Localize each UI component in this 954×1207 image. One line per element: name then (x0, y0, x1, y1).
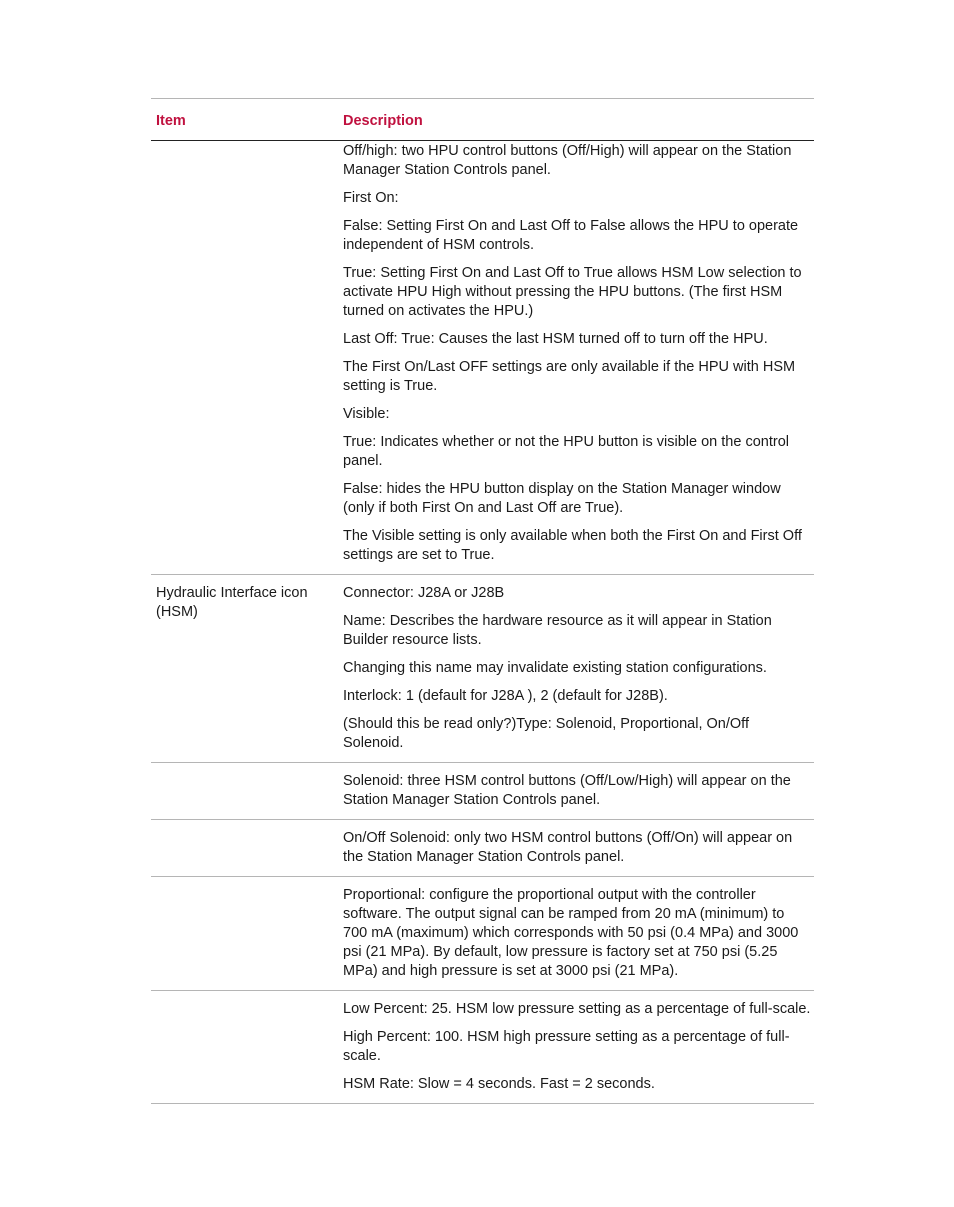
description-paragraph: Low Percent: 25. HSM low pressure setting as a percentage of full-scale. (343, 1001, 811, 1017)
description-paragraph: High Percent: 100. HSM high pressure setting as a percentage of full-scale. (343, 1029, 790, 1064)
description-cell (343, 584, 814, 753)
description-paragraph: Solenoid: three HSM control buttons (Off/Low/High) will appear on the Station Manager Station Controls panel. (343, 773, 791, 808)
description-cell (343, 772, 814, 810)
description-paragraph: Connector: J28A or J28B (343, 585, 505, 601)
description-paragraph: The Visible setting is only available when both the First On and First Off settings are set to True. (343, 528, 802, 563)
description-paragraph: First On: (343, 190, 399, 206)
item-cell (151, 584, 343, 753)
description-paragraph: On/Off Solenoid: only two HSM control buttons (Off/On) will appear on the Station Manager Station Controls panel. (343, 830, 793, 865)
description-paragraph: False: Setting First On and Last Off to False allows the HPU to operate independent of HSM controls. (343, 218, 799, 253)
description-paragraph: Changing this name may invalidate existing station configurations. (343, 660, 767, 676)
description-paragraph: Name: Describes the hardware resource as it will appear in Station Builder resource lists. (343, 613, 772, 648)
table-row (151, 575, 814, 763)
description-cell (343, 829, 814, 867)
description-paragraph: Interlock: 1 (default for J28A ), 2 (default for J28B). (343, 688, 668, 704)
description-paragraph: Off/high: two HPU control buttons (Off/High) will appear on the Station Manager Station Controls panel. (343, 143, 792, 178)
table-row (151, 141, 814, 575)
description-cell (343, 142, 814, 565)
table-row (151, 877, 814, 991)
description-paragraph: Visible: (343, 406, 390, 422)
description-paragraph: The First On/Last OFF settings are only available if the HPU with HSM setting is True. (343, 359, 796, 394)
item-cell (151, 1000, 343, 1094)
description-paragraph: HSM Rate: Slow = 4 seconds. Fast = 2 seconds. (343, 1076, 655, 1092)
header-item: Item (156, 113, 186, 129)
item-cell (151, 772, 343, 810)
table-row (151, 991, 814, 1104)
description-paragraph: False: hides the HPU button display on the Station Manager window (only if both First On and Last Off are True). (343, 481, 781, 516)
description-paragraph: Last Off: True: Causes the last HSM turned off to turn off the HPU. (343, 331, 768, 347)
item-cell (151, 142, 343, 565)
item-label: Hydraulic Interface icon (HSM) (156, 585, 308, 620)
description-paragraph: (Should this be read only?)Type: Solenoid, Proportional, On/Off Solenoid. (343, 716, 749, 751)
parameter-table (151, 98, 814, 1104)
description-paragraph: True: Setting First On and Last Off to True allows HSM Low selection to activate HPU High without pressing the HPU buttons. (The first HSM turned on activates the HPU.) (343, 265, 802, 319)
description-paragraph: True: Indicates whether or not the HPU button is visible on the control panel. (343, 434, 789, 469)
header-description: Description (343, 113, 423, 129)
description-cell (343, 1000, 814, 1094)
item-cell (151, 829, 343, 867)
table-header (151, 99, 814, 141)
description-cell (343, 886, 814, 981)
item-cell (151, 886, 343, 981)
table-row (151, 763, 814, 820)
table-row (151, 820, 814, 877)
table-body (151, 141, 814, 1104)
description-paragraph: Proportional: configure the proportional output with the controller software. The output signal can be ramped from 20 mA (minimum) to 700 mA (maximum) which corresponds with 50 psi (0.4 MPa) and 3000 psi (21 MPa). By default, low pressure is factory set at 750 psi (5.25 MPa) and high pressure is set at 3000 psi (21 MPa). (343, 887, 799, 979)
